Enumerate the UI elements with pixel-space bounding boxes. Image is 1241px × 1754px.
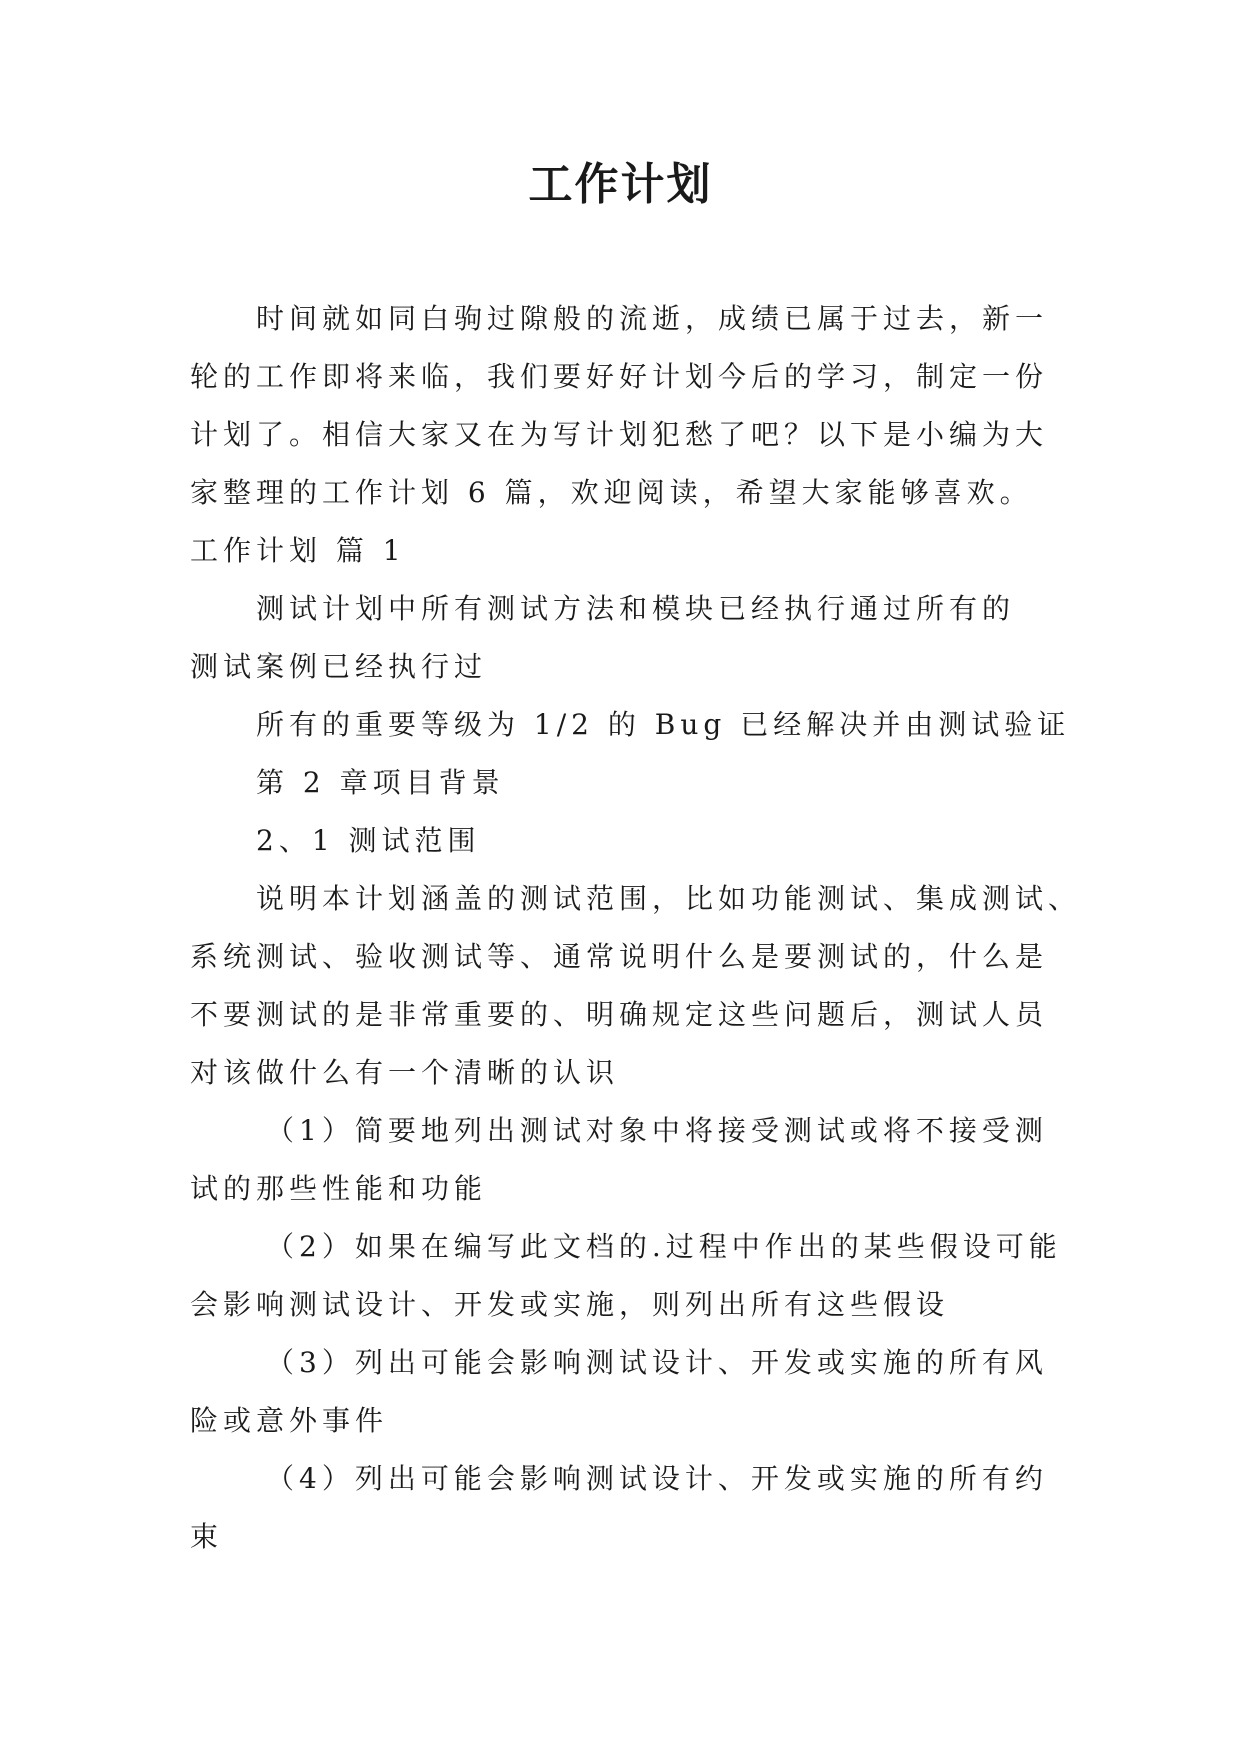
list-item-line: （2）如果在编写此文档的.过程中作出的某些假设可能: [266, 1230, 1062, 1263]
paragraph-line: 系统测试、验收测试等、通常说明什么是要测试的，什么是: [190, 940, 1049, 973]
paragraph-line: 测试案例已经执行过: [190, 650, 488, 683]
paragraph-line: 测试计划中所有测试方法和模块已经执行通过所有的: [256, 592, 1016, 625]
paragraph-line: 计划了。相信大家又在为写计划犯愁了吧？以下是小编为大: [190, 418, 1049, 451]
subsection-heading: 2、1 测试范围: [256, 824, 481, 857]
list-item-line: 束: [190, 1520, 224, 1553]
paragraph-line: 家整理的工作计划 6 篇，欢迎阅读，希望大家能够喜欢。: [190, 476, 1033, 509]
paragraph-line: 轮的工作即将来临，我们要好好计划今后的学习，制定一份: [190, 360, 1049, 393]
list-item-line: （4）列出可能会影响测试设计、开发或实施的所有约: [266, 1462, 1048, 1495]
list-item-line: 险或意外事件: [190, 1404, 389, 1437]
paragraph-line: 所有的重要等级为 1/2 的 Bug 已经解决并由测试验证: [256, 708, 1071, 741]
list-item-line: 会影响测试设计、开发或实施，则列出所有这些假设: [190, 1288, 950, 1321]
list-item-line: （1）简要地列出测试对象中将接受测试或将不接受测: [266, 1114, 1048, 1147]
paragraph-line: 对该做什么有一个清晰的认识: [190, 1056, 620, 1089]
section-heading: 工作计划 篇 1: [190, 534, 406, 567]
paragraph-line: 说明本计划涵盖的测试范围，比如功能测试、集成测试、: [256, 882, 1082, 915]
document-body: [190, 290, 1082, 1566]
paragraph-line: 不要测试的是非常重要的、明确规定这些问题后，测试人员: [190, 998, 1049, 1031]
list-item-line: 试的那些性能和功能: [190, 1172, 488, 1205]
list-item-line: （3）列出可能会影响测试设计、开发或实施的所有风: [266, 1346, 1048, 1379]
document-title: 工作计划: [528, 159, 713, 210]
chapter-heading: 第 2 章项目背景: [256, 766, 505, 799]
paragraph-line: 时间就如同白驹过隙般的流逝，成绩已属于过去，新一: [256, 302, 1049, 335]
